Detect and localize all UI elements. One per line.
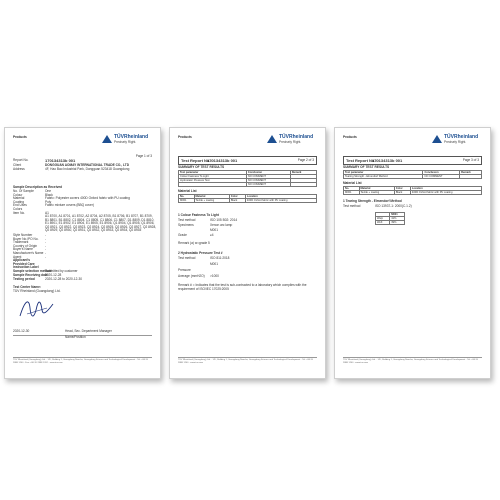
field-value: A1 [45,210,49,215]
field-value: Xenon arc lamp [210,223,233,227]
report-title-box [343,156,482,165]
products-label: Products [343,135,357,139]
table-cell: Warp [376,217,390,221]
address: 4F, Hao Bao Industrial Park, Dongguan 523418 Guangdong [45,167,130,171]
table-cell: Test parameter [179,171,247,175]
page-footer: TÜV Rheinland (Guangdong) Ltd. · 1/F., Building 1, Guangdong Nansha, Guangdong Science and Technological Development · Tel: +86 20 2888 1200 · www.tuv.com [343,359,478,364]
client: DONGGUAN AOMAY INTERNATIONAL TRADE CO., LTD [45,163,129,167]
field-label: Test method [178,256,196,260]
field-value: Fabric mixture covers (BBQ cover) [45,203,94,208]
table-cell: No. [179,195,195,199]
report-title-label: Test Report No.: [346,157,377,163]
field-value: - [45,233,47,237]
testing: 2020-12-28 to 2020-12-30 [45,277,83,281]
field-value: ISO 811:2018 [210,256,230,260]
result-table [375,212,405,225]
sign-date: 2020-12-30 [13,329,30,333]
table-cell: Tearing Strength - Elmendorf Method [344,175,423,179]
field-label: Style Number [13,233,33,237]
tuv-triangle-icon [267,135,277,143]
report-no-label: Report No. [13,158,29,162]
field-label: Colors [13,207,23,211]
field-label: Buyer's Name [13,247,33,252]
item-line: Q2 8929, Q2 8930, Q2 8931, Q2 8932, Q2 8933, Q2 8934, Q2 8935 [45,228,142,233]
field-value: Poly [45,199,52,204]
field-value: ISO 105 B02: 2014 [210,218,238,222]
remark-1: Remark (a) w=grade 5 [178,241,210,245]
field-label: End Uses [13,203,27,208]
table-cell: M001 [390,213,405,217]
table-cell: M001 [179,199,195,203]
table-cell: 41% [390,217,405,221]
field-label: No. Of Sample [13,189,34,193]
brand-slogan: Precisely Right. [444,140,467,144]
field-label: Pressure [178,268,191,272]
lab-name: TÜV Rheinland (Guangdong) Ltd. [13,289,61,293]
report-no: 170134313b 001 [372,157,403,163]
table-row [179,199,317,203]
test-header: 1 Tearing Strength - Elmendorf Method [343,199,402,203]
item-line: B1 8801, B1 8802, C1 8804, C1 8805, C1 8806, C1 8807, D1 8809, D1 8810, [45,217,155,222]
field-value: Black [45,192,53,197]
material-table [178,194,317,203]
field-label: Manufacturer's Name [13,251,44,255]
table-cell [460,175,482,179]
testing-label: Testing period [13,277,35,281]
report-page-3 [334,127,491,379]
field-label: Grade [178,233,187,237]
page-number: Page 1 of 3 [135,154,152,158]
table-cell: NO COMMENT [246,175,290,179]
table-row [376,221,405,225]
report-no: 170134313b 001 [45,158,76,163]
material-table [343,186,482,195]
sign-title: Head, Sec. Department Manager [65,329,112,333]
table-row [344,175,482,179]
table-cell: Test parameter [344,171,423,175]
field-label: Item No. [13,210,26,215]
field-label: Trademark [13,240,29,245]
page-footer: TÜV Rheinland (Guangdong) Ltd. · 1/F., Building 1, Guangdong Nansha, Guangdong Science and Technological Development · Tel: +86 20 2888 1200 · Fax: +86 20 2888 1202 · www.tuv.com [13,359,148,364]
page-footer: TÜV Rheinland (Guangdong) Ltd. · 1/F., Building 1, Guangdong Nansha, Guangdong Science and Technological Development · Tel: +86 20 2888 1200 · www.tuv.com [178,359,313,364]
sample-selection: Submitted by customer [45,269,78,273]
footer-divider [13,357,152,358]
table-row [344,191,482,195]
field-label: Specimens [178,223,194,227]
summary-table [178,170,317,187]
field-label: Average (mmH2O) [178,274,205,278]
brand-name: TÜVRheinland [279,134,314,140]
field-value: One [45,189,52,193]
sample-header: Sample Description as Received [13,185,63,189]
item-line: A1 8700, A1 8701, A1 8702, A2 8704, A2 8705, B1 8706, B1 8707, B1 8709, [45,214,153,218]
report-title-box [178,156,317,165]
table-cell: Weft [376,221,390,225]
item-line: E1 8901, E1 8902, E1 8904, E1 8905, E1 8906, Q1 8904, Q1 8905, Q1 8906, [45,221,155,226]
table-cell: Textile + coating [194,199,229,203]
sign-role: Name/Position [65,335,86,339]
table-cell: 39% [390,221,405,225]
table-cell: NO COMMENT [246,183,290,187]
table-cell [290,183,316,187]
field-value: - [45,240,47,245]
item-line: Q2 8921, Q2 8922, Q2 8923, Q2 8924, Q2 8925, Q2 8926, Q2 8927, Q2 8928, [45,224,157,229]
footer-divider [178,357,317,358]
tuv-logo [432,135,484,147]
report-page-2 [169,127,326,379]
summary-table [343,170,482,179]
tuv-logo [102,135,154,147]
table-cell: 400D Oxford fabric with PU coating [245,199,316,203]
field-value: M001 [210,228,218,232]
table-cell: Black [229,199,245,203]
table-cell: Remark [290,171,316,175]
test2-header: 2 Hydrostatic Pressure Test # [178,251,223,255]
test1-header: 1 Colour Fastness To Light [178,213,219,217]
applicant-header: Applicant's Provided Care Instruction Label [13,258,39,270]
tuv-triangle-icon [432,135,442,143]
summary-header: SUMMARY OF TEST RESULTS [178,165,225,169]
signer-label: Test Center Name: [13,285,41,289]
page-number: Page 2 of 3 [297,158,314,162]
sample-selection-label: Sample selection method [13,269,52,273]
received-label: Sample Receiving date [13,273,48,277]
field-value: Fabric: Polyester covers 400D Oxford fabric with PU coating [45,196,130,201]
field-value: ≥4 [210,233,214,237]
table-cell [179,183,247,187]
signature-image [17,296,57,322]
table-cell: Black [394,191,410,195]
table-cell: No. [344,187,360,191]
table-cell: Color [229,195,245,199]
table-cell: Colour Fastness To Light [179,175,247,179]
table-cell: Textile + coating [359,191,394,195]
field-value: - [45,243,47,248]
tuv-logo [267,135,319,147]
products-label: Products [13,135,27,139]
field-value: >1000 [210,274,219,278]
address-label: Address [13,167,25,171]
table-cell: Location [410,187,481,191]
table-cell: Conclusion [423,171,460,175]
field-label: Buyer No./PO No. [13,236,39,241]
brand-name: TÜVRheinland [444,134,479,140]
field-value: - [45,247,47,252]
field-value: - [45,251,47,255]
table-row [179,183,317,187]
field-label: Test method [178,218,196,222]
report-no: 170134313b 001 [207,157,238,163]
table-cell: M001 [344,191,360,195]
field-value: - [45,254,47,259]
client-label: Client [13,163,22,167]
footer-divider [343,357,482,358]
material-header: Material List [178,189,197,193]
field-value: - [45,236,47,241]
remark-2: Remark # = Indicates that the test is sub-contracted to a laboratory which complies with the requirement of ISO/IEC 17025:2005 [178,283,307,291]
field-label: Country of Origin [13,243,38,248]
brand-name: TÜVRheinland [114,134,149,140]
field-label: Coating [13,199,24,204]
table-cell: Location [245,195,316,199]
table-cell: 400D Oxford fabric with PU coating [410,191,481,195]
tuv-triangle-icon [102,135,112,143]
table-cell: NO COMMENT [246,179,290,183]
summary-header: SUMMARY OF TEST RESULTS [343,165,390,169]
table-cell: Remark [460,171,482,175]
field-label: Material [13,196,25,201]
table-cell: Hydrostatic Pressure Test [179,179,247,183]
table-cell: Conclusion [246,171,290,175]
field-value: ISO 13937-1: 2000(C.1.2) [375,204,412,208]
field-label: Test method [343,204,361,208]
field-label: Colour [13,192,23,197]
brand-slogan: Precisely Right. [114,140,137,144]
brand-slogan: Precisely Right. [279,140,302,144]
received: 2020-12-28 [45,273,62,277]
page-number: Page 3 of 3 [462,158,479,162]
table-cell: NO COMMENT [423,175,460,179]
report-page-1 [4,127,161,379]
material-header: Material List [343,181,362,185]
products-label: Products [178,135,192,139]
report-title-label: Test Report No.: [181,157,212,163]
table-cell: Color [394,187,410,191]
field-label: Agent [13,254,22,259]
field-value: M001 [210,262,218,266]
table-cell: Material [359,187,394,191]
table-cell: Material [194,195,229,199]
